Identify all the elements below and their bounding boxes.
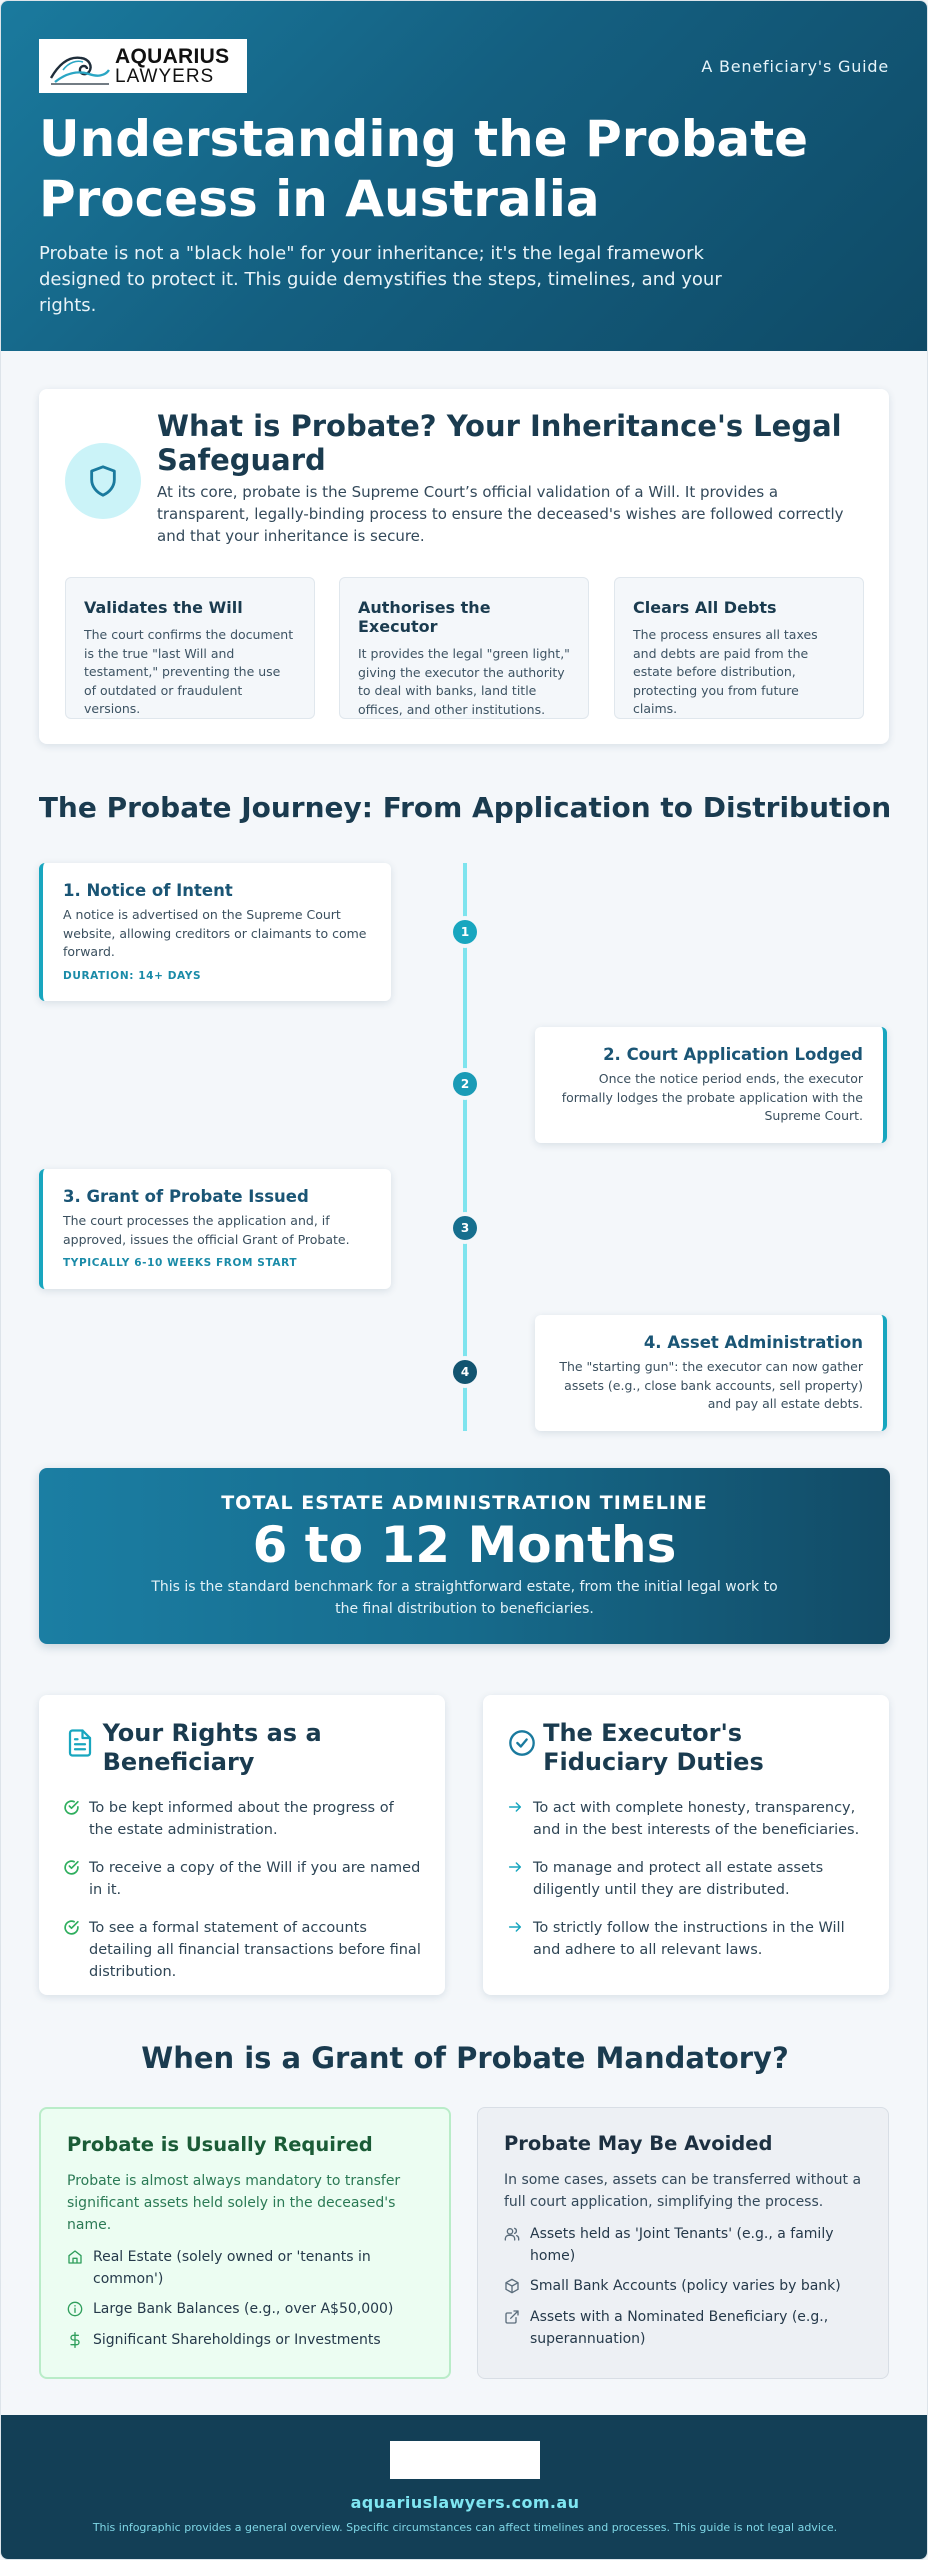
wave-logo-icon <box>49 46 111 86</box>
shield-icon <box>65 443 141 519</box>
logo-line-1: AQUARIUS <box>115 45 230 68</box>
total-timeline-text: This is the standard benchmark for a straightforward estate, from the initial legal work to the final distribution to beneficiaries. <box>151 1579 778 1617</box>
what-is-probate-title: What is Probate? Your Inheritance's Legal Safeguard <box>157 409 842 477</box>
step-text: Once the notice period ends, the executor formally lodges the probate application with the Supreme Court. <box>561 1071 863 1123</box>
mini-card-title: Validates the Will <box>84 598 243 617</box>
hero-header <box>1 1 927 351</box>
list-item: To manage and protect all estate assets diligently until they are distributed. <box>507 1857 865 1901</box>
footer-logo[interactable] <box>390 2441 540 2479</box>
total-timeline-banner <box>39 1468 890 1644</box>
avoided-title: Probate May Be Avoided <box>504 2132 773 2155</box>
executor-duties-card <box>483 1695 889 1995</box>
company-logo[interactable] <box>39 39 247 93</box>
required-intro: Probate is almost always mandatory to transfer significant assets held solely in the deceased's name. <box>67 2173 401 2233</box>
timeline-dot-3: 3 <box>453 1216 477 1240</box>
check-circle-icon <box>63 1917 89 1983</box>
list-item: To receive a copy of the Will if you are named in it. <box>63 1857 421 1901</box>
list-item: Small Bank Accounts (policy varies by bank) <box>504 2275 862 2298</box>
website-link[interactable]: aquariuslawyers.com.au <box>350 2493 580 2512</box>
beneficiary-rights-card <box>39 1695 445 1995</box>
disclaimer: This infographic provides a general overview. Specific circumstances can affect timelines and processes. This guide is not legal advice. <box>92 2521 838 2534</box>
journey-step-2 <box>535 1027 887 1143</box>
mini-card-title: Clears All Debts <box>633 598 777 617</box>
list-item: Assets held as 'Joint Tenants' (e.g., a family home) <box>504 2223 862 2267</box>
list-item: Real Estate (solely owned or 'tenants in common') <box>67 2246 423 2290</box>
list-item: To strictly follow the instructions in the Will and adhere to all relevant laws. <box>507 1917 865 1961</box>
timeline-dot-4: 4 <box>453 1360 477 1384</box>
step-text: The court processes the application and, if approved, issues the official Grant of Probate. <box>63 1213 350 1247</box>
validates-will-card <box>65 577 315 719</box>
mini-card-title: Authorises the Executor <box>358 598 491 636</box>
box-icon <box>504 2275 530 2298</box>
timeline-dot-1: 1 <box>453 920 477 944</box>
document-icon <box>63 1723 97 1763</box>
check-circle-icon <box>63 1857 89 1901</box>
journey-step-4 <box>535 1315 887 1431</box>
timeline-line <box>463 863 467 1431</box>
probate-avoided-card <box>477 2107 889 2379</box>
step-text: A notice is advertised on the Supreme Court website, allowing creditors or claimants to come forward. <box>63 907 367 959</box>
journey-step-3 <box>39 1169 391 1289</box>
rights-list <box>63 1797 421 1983</box>
step-duration: DURATION: 14+ DAYS <box>63 969 202 982</box>
duties-list <box>507 1797 865 1961</box>
probate-required-card <box>39 2107 451 2379</box>
journey-title: The Probate Journey: From Application to Distribution <box>38 791 892 824</box>
step-title: 2. Court Application Lodged <box>603 1045 863 1064</box>
home-icon <box>67 2246 93 2290</box>
dollar-icon <box>67 2329 93 2352</box>
step-text: The "starting gun": the executor can now gather assets (e.g., close bank accounts, sell property) and pay all estate debts. <box>559 1359 863 1411</box>
step-title: 1. Notice of Intent <box>63 881 233 900</box>
authorises-executor-card <box>339 577 589 719</box>
info-icon <box>67 2298 93 2321</box>
timeline-dot-2: 2 <box>453 1072 477 1096</box>
clears-debts-card <box>614 577 864 719</box>
journey-step-1 <box>39 863 391 1001</box>
avoided-intro: In some cases, assets can be transferred without a full court application, simplifying the process. <box>504 2172 862 2210</box>
external-link-icon <box>504 2306 530 2350</box>
mini-card-text: The court confirms the document is the true "last Will and testament," preventing the use of outdated or fraudulent versions. <box>84 627 294 716</box>
footer <box>1 2415 928 2560</box>
logo-line-2: LAWYERS <box>115 66 215 87</box>
duties-title: The Executor's Fiduciary Duties <box>543 1719 764 1776</box>
arrow-right-icon <box>507 1857 533 1901</box>
arrow-right-icon <box>507 1917 533 1961</box>
mini-card-text: It provides the legal "green light," giving the executor the authority to deal with banks, land title offices, and other institutions. <box>358 646 570 717</box>
list-item: Significant Shareholdings or Investments <box>67 2329 423 2352</box>
users-icon <box>504 2223 530 2267</box>
list-item: To be kept informed about the progress of the estate administration. <box>63 1797 421 1841</box>
step-duration: TYPICALLY 6-10 WEEKS FROM START <box>63 1257 298 1269</box>
rights-title: Your Rights as a Beneficiary <box>102 1719 322 1776</box>
what-is-probate-card <box>39 389 889 744</box>
total-timeline-kicker: TOTAL ESTATE ADMINISTRATION TIMELINE <box>221 1492 708 1514</box>
list-item: To see a formal statement of accounts detailing all financial transactions before final distribution. <box>63 1917 421 1983</box>
mini-card-text: The process ensures all taxes and debts are paid from the estate before distribution, protecting you from future claims. <box>633 627 818 716</box>
page-title: Understanding the Probate Process in Australia <box>39 110 809 228</box>
required-title: Probate is Usually Required <box>67 2133 373 2156</box>
step-title: 4. Asset Administration <box>643 1333 863 1352</box>
list-item: Assets with a Nominated Beneficiary (e.g., superannuation) <box>504 2306 862 2350</box>
check-circle-icon <box>63 1797 89 1841</box>
mandatory-title: When is a Grant of Probate Mandatory? <box>141 2041 789 2075</box>
step-title: 3. Grant of Probate Issued <box>63 1187 309 1206</box>
total-timeline-value: 6 to 12 Months <box>252 1516 677 1574</box>
arrow-right-icon <box>507 1797 533 1841</box>
guide-label: A Beneficiary's Guide <box>701 57 889 76</box>
what-is-probate-text: At its core, probate is the Supreme Court’s official validation of a Will. It provides a transparent, legally-binding process to ensure the deceased's wishes are followed correctly and that your inheritance is secure. <box>157 483 844 545</box>
page-subtitle: Probate is not a "black hole" for your inheritance; it's the legal framework designed to protect it. This guide demystifies the steps, timelines, and your rights. <box>39 243 722 316</box>
list-item: Large Bank Balances (e.g., over A$50,000) <box>67 2298 423 2321</box>
list-item: To act with complete honesty, transparency, and in the best interests of the beneficiaries. <box>507 1797 865 1841</box>
check-circle-icon <box>507 1723 537 1763</box>
